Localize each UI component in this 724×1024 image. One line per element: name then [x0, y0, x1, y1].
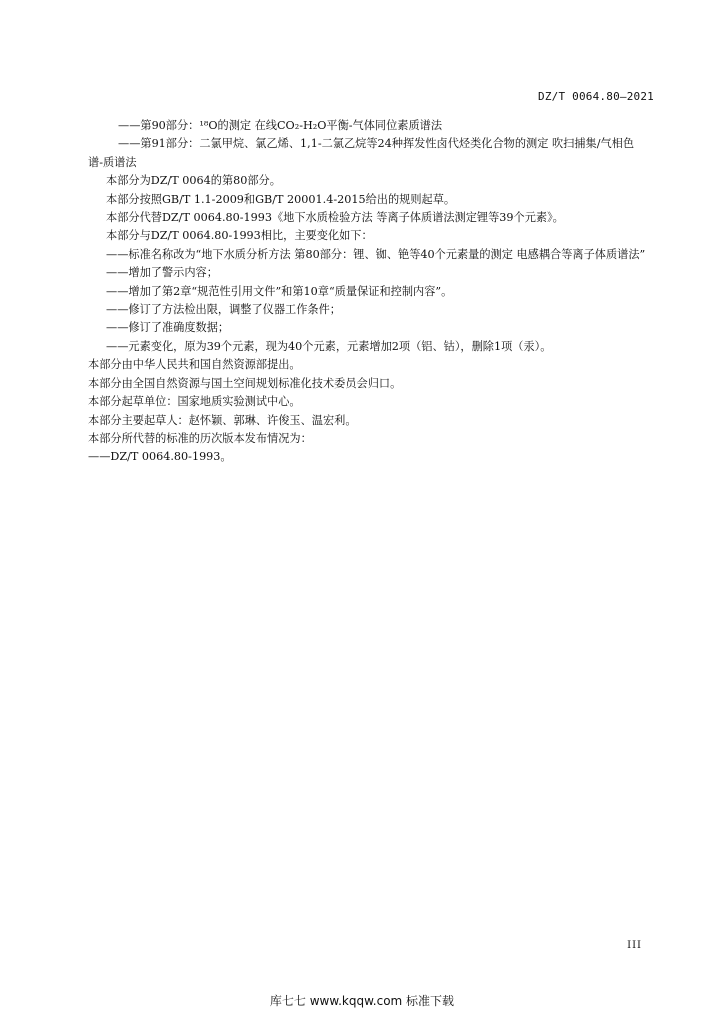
part-91-line: ——第91部分：二氯甲烷、氯乙烯、1,1-二氯乙烷等24种挥发性卤代烃类化合物的测定 吹扫捕集/气相色谱-质谱法	[88, 137, 635, 169]
document-body	[88, 117, 648, 467]
change-item-warning: ——增加了警示内容；	[106, 266, 218, 280]
drafters-statement: 本部分主要起草人：赵怀颖、郭琳、许俊玉、温宏利。	[88, 413, 357, 427]
part-number-statement: 本部分为DZ/T 0064的第80部分。	[106, 174, 281, 188]
changes-intro: 本部分与DZ/T 0064.80-1993相比，主要变化如下：	[106, 229, 373, 243]
replaces-statement: 本部分代替DZ/T 0064.80-1993《地下水质检验方法 等离子体质谱法测定锂等39个元素》。	[106, 211, 564, 225]
previous-versions-intro: 本部分所代替的标准的历次版本发布情况为：	[88, 431, 312, 445]
change-item-chapters: ——增加了第2章“规范性引用文件”和第10章“质量保证和控制内容”。	[106, 284, 453, 298]
page-number: III	[627, 940, 642, 951]
footer-watermark: 库七七 www.kqqw.com 标准下载	[269, 994, 455, 1008]
change-item-elements: ——元素变化，原为39个元素，现为40个元素，元素增加2项（铝、钴），删除1项（汞）。	[106, 339, 552, 353]
proposer-statement: 本部分由中华人民共和国自然资源部提出。	[88, 358, 301, 372]
committee-statement: 本部分由全国自然资源与国土空间规划标准化技术委员会归口。	[88, 376, 402, 390]
previous-version-item: ——DZ/T 0064.80-1993。	[88, 450, 232, 464]
standard-code-header: DZ/T 0064.80—2021	[538, 90, 654, 103]
part-90-line: ——第90部分：¹⁸O的测定 在线CO₂-H₂O平衡-气体同位素质谱法	[118, 119, 443, 132]
drafting-rules-statement: 本部分按照GB/T 1.1-2009和GB/T 20001.4-2015给出的规则起草。	[106, 192, 456, 206]
change-item-title: ——标准名称改为“地下水质分析方法 第80部分：锂、铷、铯等40个元素量的测定 电感耦合等离子体质谱法”	[106, 247, 646, 261]
drafting-unit-statement: 本部分起草单位：国家地质实验测试中心。	[88, 395, 301, 409]
change-item-detection-limit: ——修订了方法检出限，调整了仪器工作条件；	[106, 303, 341, 317]
change-item-accuracy: ——修订了准确度数据；	[106, 321, 230, 335]
